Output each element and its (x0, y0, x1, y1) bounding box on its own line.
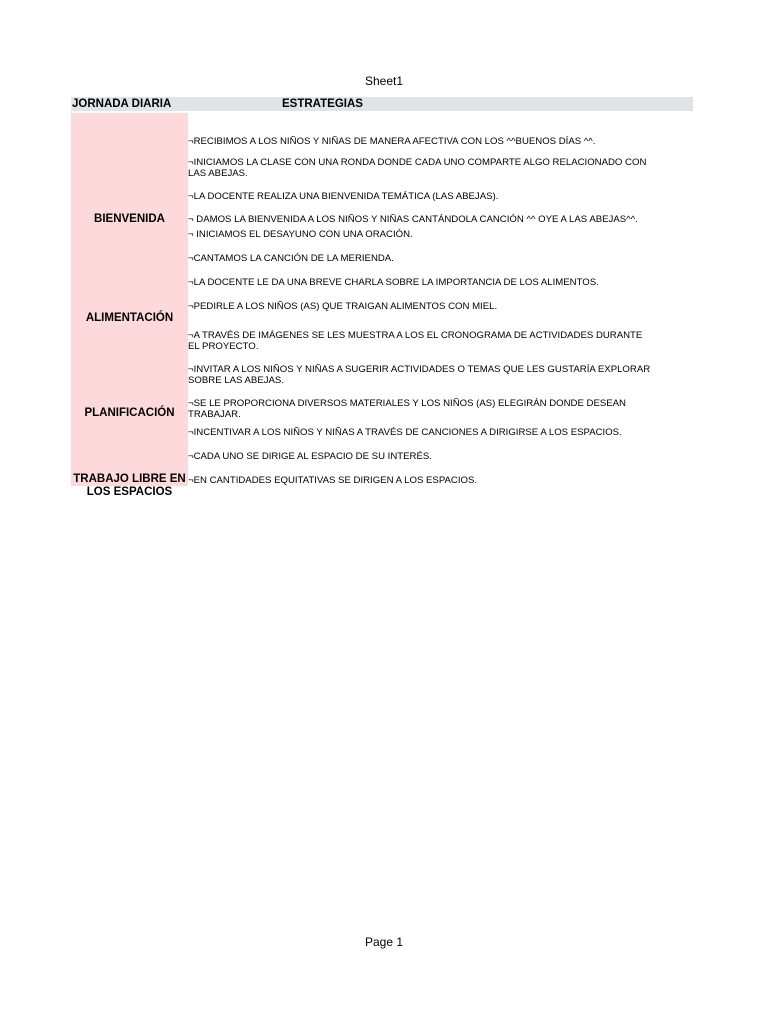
strategy-item: ¬LA DOCENTE LE DA UNA BREVE CHARLA SOBRE LA IMPORTANCIA DE LOS ALIMENTOS. (188, 277, 599, 288)
section-bienvenida: BIENVENIDA (94, 213, 165, 225)
strategy-item: ¬INVITAR A LOS NIÑOS Y NIÑAS A SUGERIR ACTIVIDADES O TEMAS QUE LES GUSTARÍA EXPLORAR SOBRE LAS ABEJAS. (188, 364, 651, 386)
page-footer: Page 1 (364, 935, 404, 949)
section-trabajo-libre: TRABAJO LIBRE EN LOS ESPACIOS (73, 473, 186, 498)
strategies-table (71, 97, 693, 498)
strategy-item: ¬ DAMOS LA BIENVENIDA A LOS NIÑOS Y NIÑAS CANTÁNDOLA CANCIÓN ^^ OYE A LAS ABEJAS^^. (188, 214, 638, 225)
header-estrategias: ESTRATEGIAS (282, 98, 363, 110)
strategy-item: ¬CANTAMOS LA CANCIÓN DE LA MERIENDA. (188, 253, 394, 264)
strategy-item: ¬INICIAMOS LA CLASE CON UNA RONDA DONDE CADA UNO COMPARTE ALGO RELACIONADO CON LAS ABEJAS. (188, 157, 647, 179)
strategy-item: ¬SE LE PROPORCIONA DIVERSOS MATERIALES Y LOS NIÑOS (AS) ELEGIRÁN DONDE DESEAN TRABAJAR. (188, 398, 626, 420)
strategy-item: ¬CADA UNO SE DIRIGE AL ESPACIO DE SU INTERÉS. (188, 451, 432, 462)
section-column (71, 113, 188, 486)
strategy-item: ¬A TRAVÉS DE IMÁGENES SE LES MUESTRA A LOS EL CRONOGRAMA DE ACTIVIDADES DURANTE EL PROYECTO. (188, 330, 643, 352)
table-header-row (71, 97, 693, 111)
sheet-title: Sheet1 (364, 74, 404, 88)
strategy-item: ¬INCENTIVAR A LOS NIÑOS Y NIÑAS A TRAVÉS DE CANCIONES A DIRIGIRSE A LOS ESPACIOS. (188, 427, 622, 438)
strategy-item: ¬ INICIAMOS EL DESAYUNO CON UNA ORACIÓN. (188, 229, 413, 240)
strategy-item: ¬EN CANTIDADES EQUITATIVAS SE DIRIGEN A LOS ESPACIOS. (188, 475, 478, 486)
section-alimentacion: ALIMENTACIÓN (85, 312, 174, 324)
strategy-item: ¬LA DOCENTE REALIZA UNA BIENVENIDA TEMÁTICA (LAS ABEJAS). (188, 191, 499, 202)
header-jornada-diaria: JORNADA DIARIA (72, 98, 172, 110)
strategy-item: ¬PEDIRLE A LOS NIÑOS (AS) QUE TRAIGAN ALIMENTOS CON MIEL. (188, 301, 498, 312)
section-planificacion: PLANIFICACIÓN (84, 407, 175, 419)
table-body (71, 111, 693, 498)
strategy-item: ¬RECIBIMOS A LOS NIÑOS Y NIÑAS DE MANERA AFECTIVA CON LOS ^^BUENOS DÍAS ^^. (188, 136, 596, 147)
